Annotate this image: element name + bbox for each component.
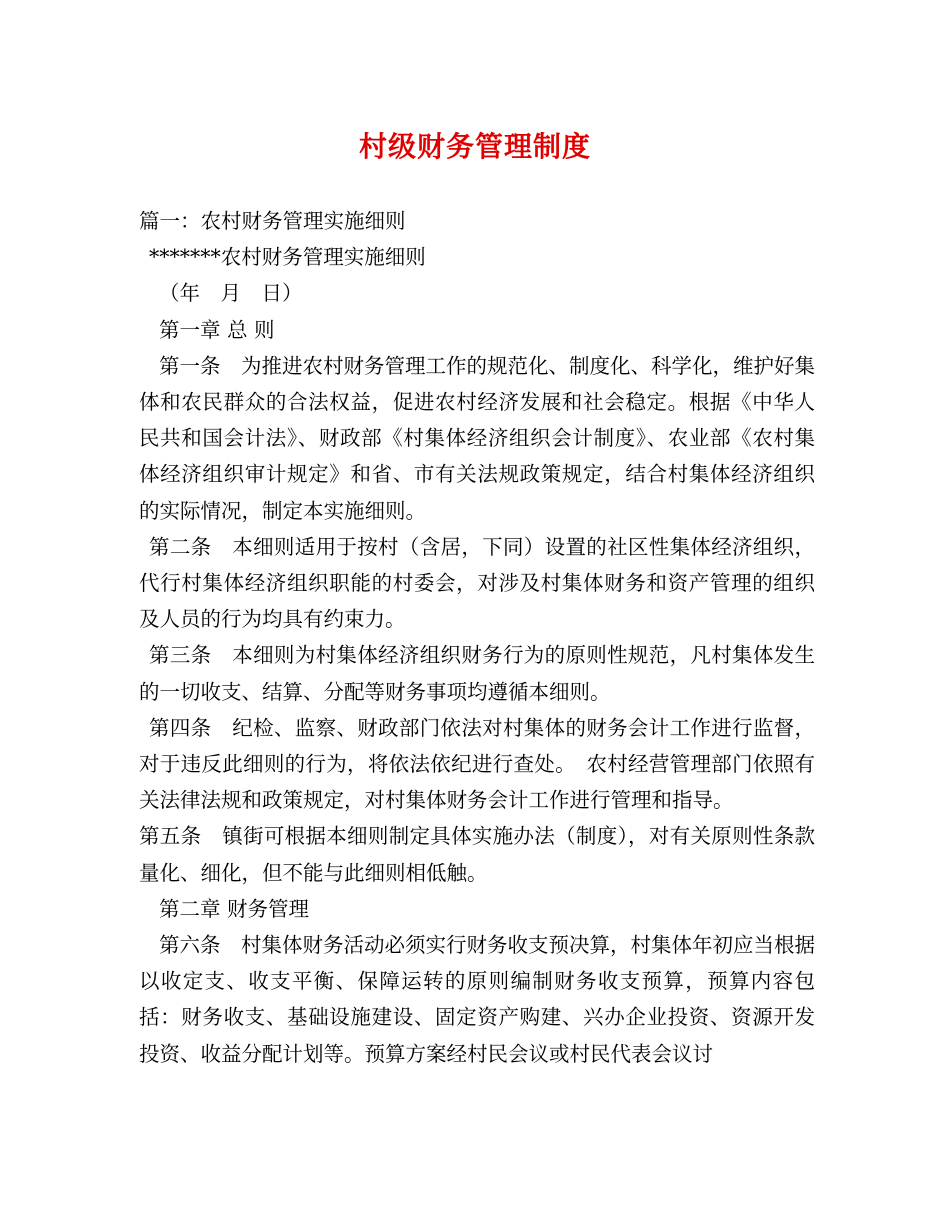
article-paragraph: 第五条 镇街可根据本细则制定具体实施办法（制度），对有关原则性条款量化、细化，但不能与此细则相低触。 <box>139 824 815 885</box>
chapter-heading: 第二章 财务管理 <box>159 896 310 921</box>
article-paragraph: 第一条 为推进农村财务管理工作的规范化、制度化、科学化，维护好集体和农民群众的合法权益，促进农村经济发展和社会稳定。根据《中华人民共和国会计法》、财政部《村集体经济组织会计制度》、农业部《农村集体经济组织审计规定》和省、市有关法规政策规定，结合村集体经济组织的实际情况，制定本实施细则。 <box>139 353 815 523</box>
article-paragraph: 第四条 纪检、监察、财政部门依法对村集体的财务会计工作进行监督，对于违反此细则的行为，将依法依纪进行查处。 农村经营管理部门依照有关法律法规和政策规定，对村集体财务会计工作进行管理和指导。 <box>139 715 815 813</box>
document-body <box>139 203 815 1072</box>
date-line: （年 月 日） <box>159 281 303 306</box>
chapter-heading: 第一章 总 则 <box>159 317 275 342</box>
subtitle-line: *******农村财务管理实施细则 <box>149 245 426 270</box>
article-paragraph: 第三条 本细则为村集体经济组织财务行为的原则性规范，凡村集体发生的一切收支、结算、分配等财务事项均遵循本细则。 <box>139 643 815 704</box>
document-title: 村级财务管理制度 <box>358 130 591 163</box>
section-heading: 篇一：农村财务管理实施细则 <box>139 209 406 233</box>
article-paragraph: 第六条 村集体财务活动必须实行财务收支预决算，村集体年初应当根据以收定支、收支平衡、保障运转的原则编制财务收支预算，预算内容包括：财务收支、基础设施建设、固定资产购建、兴办企业投资、资源开发投资、收益分配计划等。预算方案经村民会议或村民代表会议讨 <box>139 932 815 1066</box>
article-paragraph: 第二条 本细则适用于按村（含居，下同）设置的社区性集体经济组织，代行村集体经济组织职能的村委会，对涉及村集体财务和资产管理的组织及人员的行为均具有约束力。 <box>139 534 815 632</box>
